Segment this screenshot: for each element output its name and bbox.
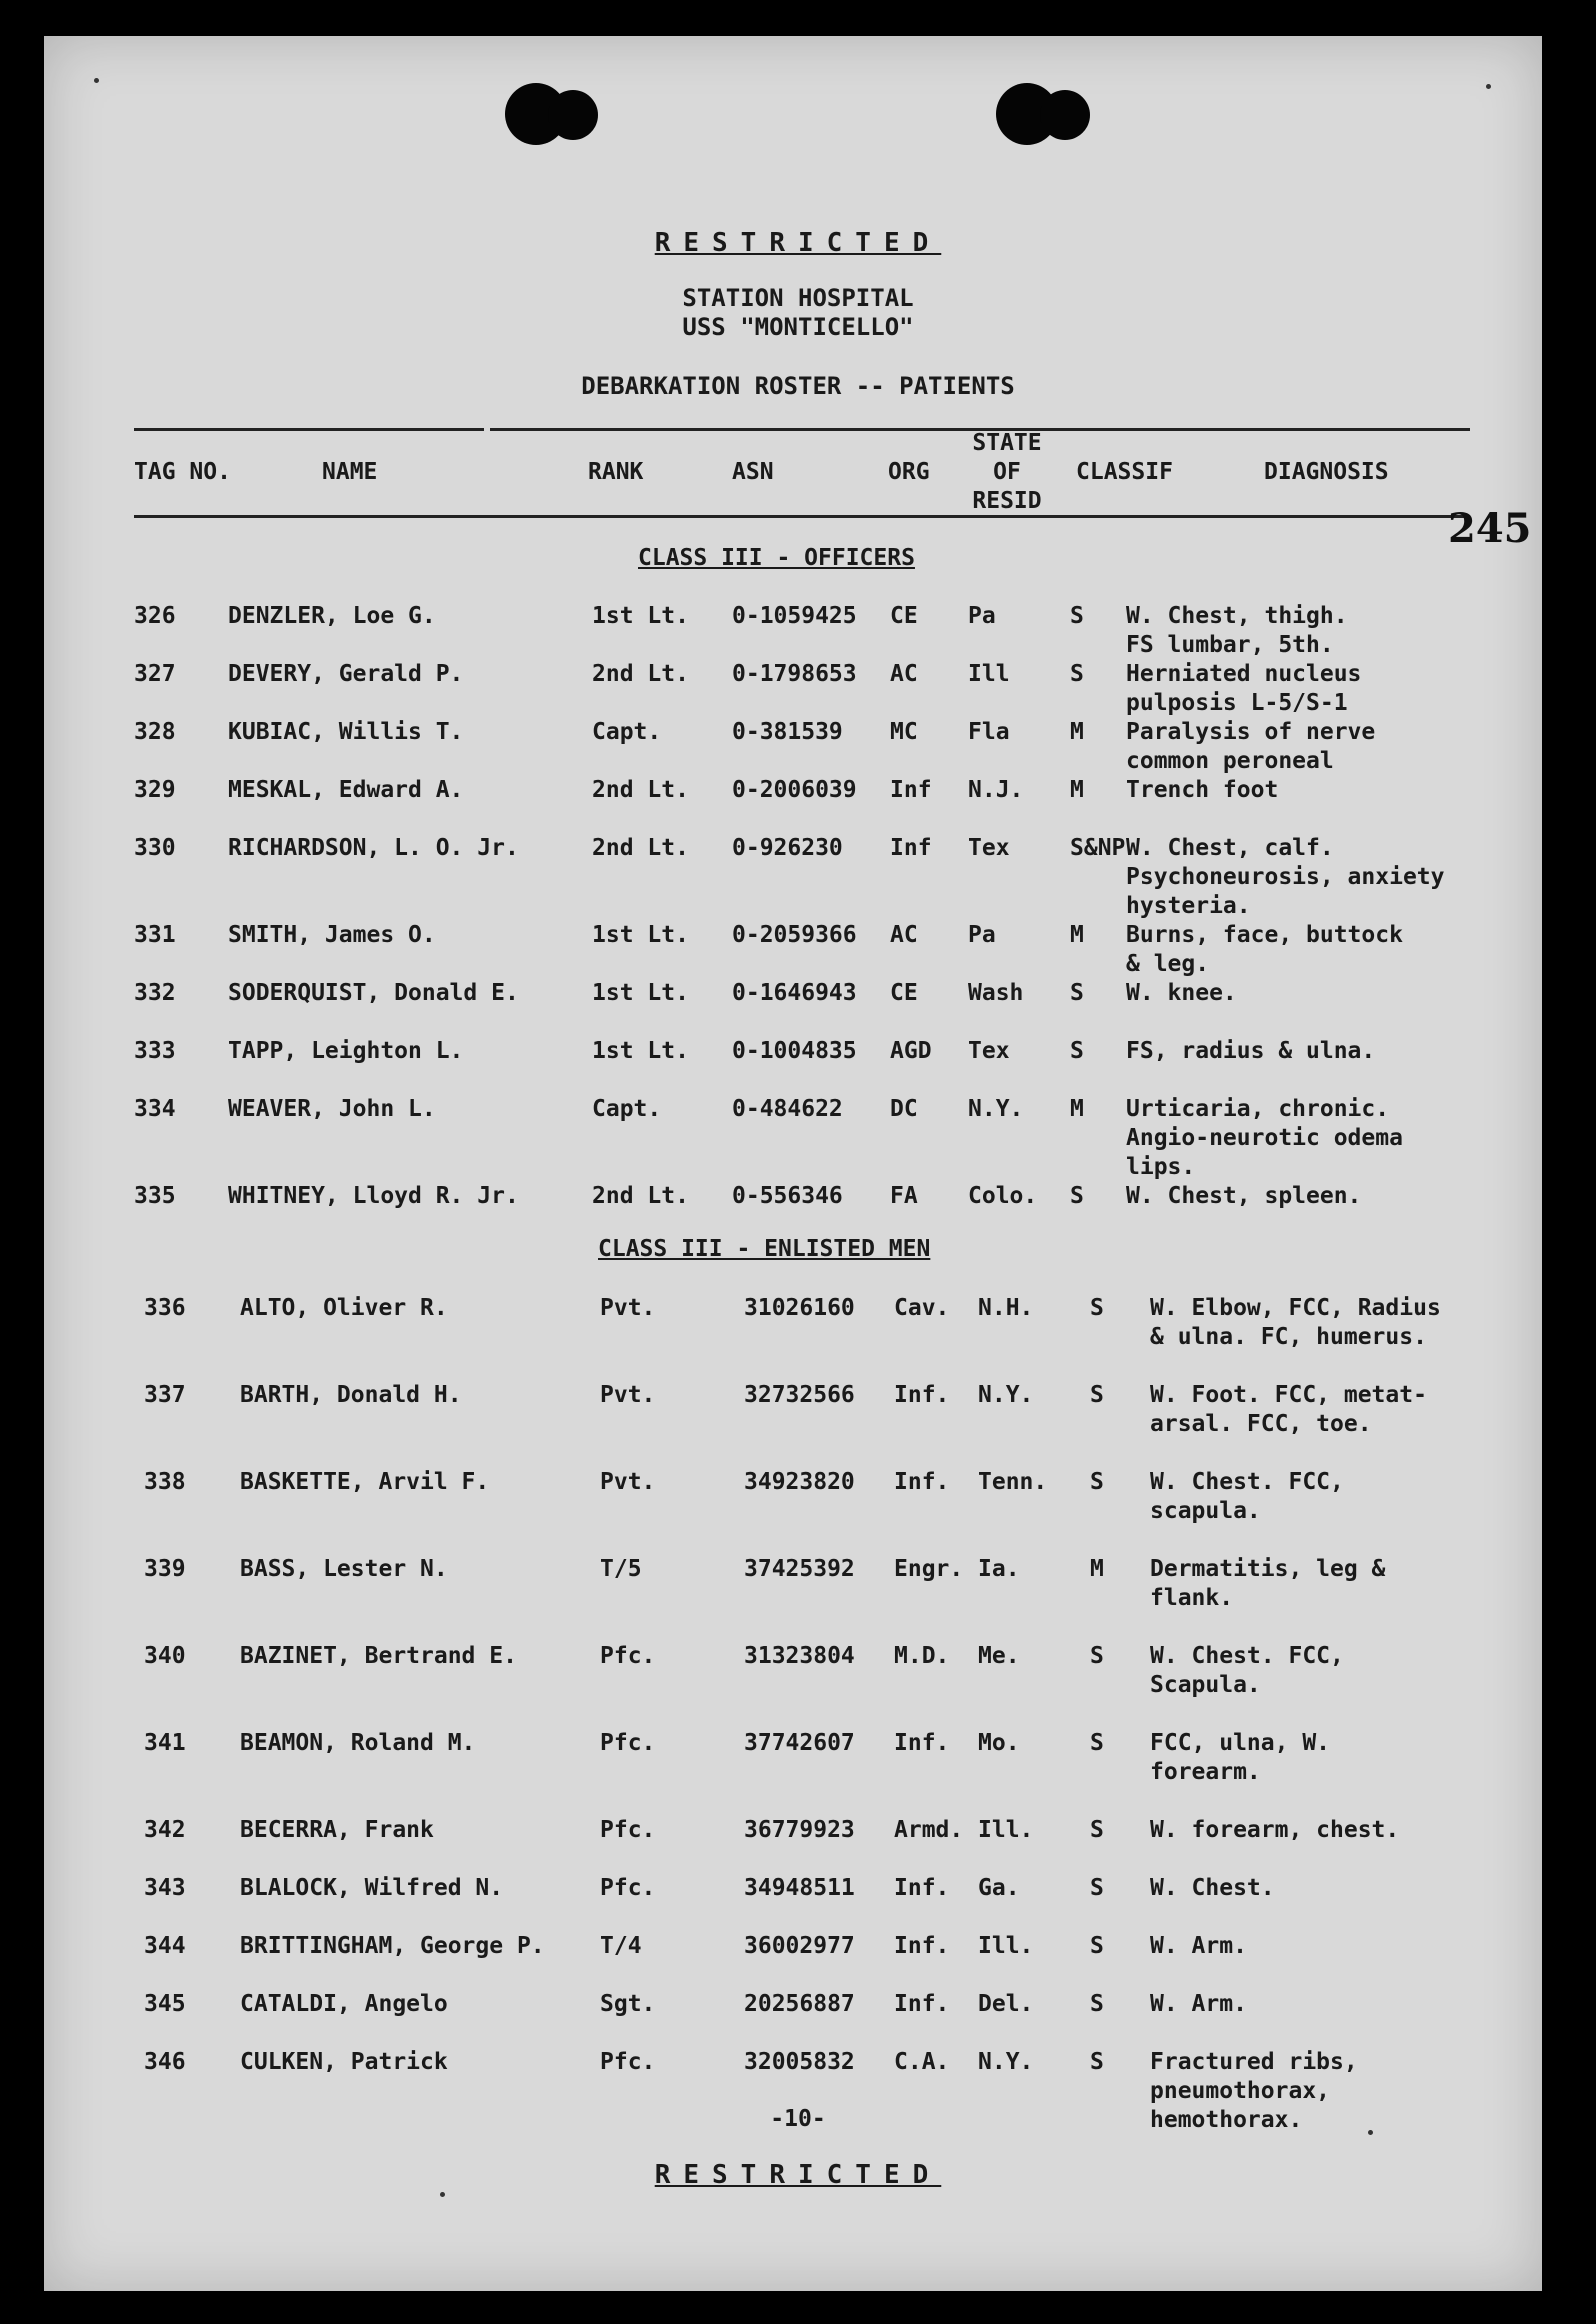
cell-rank: 1st Lt. [592, 980, 689, 1006]
folio-number: -10- [770, 2106, 826, 2132]
cell-name: TAPP, Leighton L. [228, 1038, 464, 1064]
cell-rank: Pfc. [600, 1817, 656, 1843]
cell-state: N.Y. [978, 2049, 1034, 2075]
cell-classif: S [1090, 1382, 1104, 1408]
cell-state: Fla [968, 719, 1010, 745]
cell-state: Me. [978, 1643, 1020, 1669]
cell-name: BRITTINGHAM, George P. [240, 1933, 545, 1959]
cell-state: Wash [968, 980, 1024, 1006]
cell-org: MC [890, 719, 918, 745]
cell-state: Pa [968, 603, 996, 629]
cell-state: Ill [968, 661, 1010, 687]
table-row [0, 776, 1596, 834]
cell-diagnosis: W. Arm. [1150, 1991, 1247, 2017]
cell-classif: S [1090, 1875, 1104, 1901]
cell-classif: S [1090, 1933, 1104, 1959]
cell-org: M.D. [894, 1643, 950, 1669]
cell-name: BAZINET, Bertrand E. [240, 1643, 517, 1669]
table-row [0, 602, 1596, 660]
cell-diagnosis: FS, radius & ulna. [1126, 1038, 1376, 1064]
cell-name: ALTO, Oliver R. [240, 1295, 448, 1321]
cell-tag: 330 [134, 835, 176, 861]
cell-rank: 1st Lt. [592, 922, 689, 948]
cell-diagnosis: Herniated nucleus pulposis L-5/S-1 [1126, 661, 1362, 716]
paper-speck [94, 78, 99, 83]
table-row [0, 1182, 1596, 1240]
cell-state: Tex [968, 1038, 1010, 1064]
header-rule-top-left [134, 428, 484, 431]
section-title-enlisted: CLASS III - ENLISTED MEN [598, 1236, 931, 1262]
table-row [0, 1381, 1596, 1439]
cell-state: Mo. [978, 1730, 1020, 1756]
cell-state: Ga. [978, 1875, 1020, 1901]
cell-asn: 0-926230 [732, 835, 843, 861]
cell-tag: 336 [144, 1295, 186, 1321]
cell-diagnosis: W. Chest. FCC, scapula. [1150, 1469, 1344, 1524]
cell-org: Inf. [894, 1730, 950, 1756]
cell-diagnosis: W. Arm. [1150, 1933, 1247, 1959]
cell-tag: 344 [144, 1933, 186, 1959]
cell-org: AC [890, 922, 918, 948]
table-row [0, 1555, 1596, 1613]
cell-classif: M [1070, 922, 1084, 948]
cell-asn: 34948511 [744, 1875, 855, 1901]
cell-tag: 341 [144, 1730, 186, 1756]
cell-name: WHITNEY, Lloyd R. Jr. [228, 1183, 519, 1209]
paper-speck [440, 2192, 445, 2197]
cell-name: DENZLER, Loe G. [228, 603, 436, 629]
cell-rank: 1st Lt. [592, 603, 689, 629]
header-rule-bottom [134, 515, 1470, 518]
col-head-name: NAME [322, 459, 378, 485]
col-head-asn: ASN [732, 459, 774, 485]
col-head-classif: CLASSIF [1076, 459, 1173, 485]
cell-rank: Pfc. [600, 1875, 656, 1901]
cell-asn: 0-1059425 [732, 603, 857, 629]
cell-name: CULKEN, Patrick [240, 2049, 448, 2075]
cell-classif: S [1070, 980, 1084, 1006]
paper-speck [1486, 84, 1491, 89]
cell-state: Tenn. [978, 1469, 1048, 1495]
cell-asn: 20256887 [744, 1991, 855, 2017]
cell-name: KUBIAC, Willis T. [228, 719, 464, 745]
cell-name: BECERRA, Frank [240, 1817, 434, 1843]
cell-rank: 1st Lt. [592, 1038, 689, 1064]
col-head-rank: RANK [588, 459, 644, 485]
cell-name: BLALOCK, Wilfred N. [240, 1875, 504, 1901]
cell-tag: 334 [134, 1096, 176, 1122]
cell-classif: S [1090, 2049, 1104, 2075]
cell-classif: S [1090, 1643, 1104, 1669]
cell-classif: S [1090, 1469, 1104, 1495]
cell-asn: 0-2059366 [732, 922, 857, 948]
cell-asn: 0-556346 [732, 1183, 843, 1209]
punch-hole-left-2 [548, 90, 598, 140]
table-row [0, 1468, 1596, 1526]
roster-title: DEBARKATION ROSTER -- PATIENTS [581, 372, 1015, 400]
cell-classif: S&NP [1070, 835, 1126, 861]
cell-asn: 34923820 [744, 1469, 855, 1495]
table-row [0, 1874, 1596, 1932]
cell-diagnosis: W. knee. [1126, 980, 1237, 1006]
cell-state: N.Y. [978, 1382, 1034, 1408]
cell-asn: 0-484622 [732, 1096, 843, 1122]
cell-org: Armd. [894, 1817, 964, 1843]
cell-diagnosis: W. Foot. FCC, metat- arsal. FCC, toe. [1150, 1382, 1427, 1437]
cell-tag: 342 [144, 1817, 186, 1843]
cell-tag: 346 [144, 2049, 186, 2075]
cell-org: Inf. [894, 1991, 950, 2017]
col-head-tag-no: TAG NO. [134, 459, 231, 485]
cell-tag: 340 [144, 1643, 186, 1669]
table-row [0, 1642, 1596, 1700]
cell-name: BASKETTE, Arvil F. [240, 1469, 490, 1495]
cell-asn: 0-1798653 [732, 661, 857, 687]
cell-tag: 335 [134, 1183, 176, 1209]
page-number: 245 [1448, 505, 1532, 552]
col-head-diagnosis: DIAGNOSIS [1264, 459, 1389, 485]
cell-diagnosis: W. Chest, thigh. FS lumbar, 5th. [1126, 603, 1348, 658]
cell-classif: S [1090, 1817, 1104, 1843]
cell-org: CE [890, 603, 918, 629]
cell-asn: 37742607 [744, 1730, 855, 1756]
cell-tag: 332 [134, 980, 176, 1006]
cell-rank: 2nd Lt. [592, 661, 689, 687]
cell-rank: T/4 [600, 1933, 642, 1959]
cell-org: AC [890, 661, 918, 687]
cell-state: Colo. [968, 1183, 1038, 1209]
cell-rank: Capt. [592, 1096, 662, 1122]
cell-rank: Sgt. [600, 1991, 656, 2017]
cell-name: SMITH, James O. [228, 922, 436, 948]
cell-diagnosis: Paralysis of nerve common peroneal [1126, 719, 1376, 774]
cell-rank: Pfc. [600, 1643, 656, 1669]
cell-asn: 36779923 [744, 1817, 855, 1843]
cell-org: DC [890, 1096, 918, 1122]
restricted-header: RESTRICTED [654, 228, 942, 258]
cell-asn: 0-381539 [732, 719, 843, 745]
cell-rank: Pfc. [600, 1730, 656, 1756]
cell-org: Cav. [894, 1295, 950, 1321]
cell-name: BEAMON, Roland M. [240, 1730, 476, 1756]
cell-org: Engr. [894, 1556, 964, 1582]
cell-name: CATALDI, Angelo [240, 1991, 448, 2017]
cell-diagnosis: Trench foot [1126, 777, 1279, 803]
cell-org: Inf. [894, 1382, 950, 1408]
cell-tag: 337 [144, 1382, 186, 1408]
cell-tag: 331 [134, 922, 176, 948]
cell-diagnosis: W. Chest, calf. Psychoneurosis, anxiety hysteria. [1126, 835, 1445, 919]
cell-rank: Pfc. [600, 2049, 656, 2075]
cell-asn: 31026160 [744, 1295, 855, 1321]
cell-state: Del. [978, 1991, 1034, 2017]
cell-org: Inf. [894, 1469, 950, 1495]
cell-diagnosis: W. forearm, chest. [1150, 1817, 1400, 1843]
cell-rank: Capt. [592, 719, 662, 745]
cell-name: MESKAL, Edward A. [228, 777, 464, 803]
cell-state: Ill. [978, 1933, 1034, 1959]
cell-state: Tex [968, 835, 1010, 861]
cell-diagnosis: W. Chest, spleen. [1126, 1183, 1362, 1209]
restricted-footer: RESTRICTED [654, 2160, 942, 2190]
cell-name: BARTH, Donald H. [240, 1382, 462, 1408]
cell-rank: 2nd Lt. [592, 777, 689, 803]
cell-org: Inf. [894, 1933, 950, 1959]
cell-diagnosis: Burns, face, buttock & leg. [1126, 922, 1403, 977]
cell-org: Inf [890, 777, 932, 803]
cell-rank: 2nd Lt. [592, 1183, 689, 1209]
cell-classif: S [1070, 1183, 1084, 1209]
cell-classif: M [1070, 719, 1084, 745]
cell-tag: 343 [144, 1875, 186, 1901]
cell-tag: 327 [134, 661, 176, 687]
cell-tag: 329 [134, 777, 176, 803]
cell-state: N.Y. [968, 1096, 1024, 1122]
cell-diagnosis: Urticaria, chronic. Angio-neurotic odema lips. [1126, 1096, 1403, 1180]
cell-diagnosis: Fractured ribs, pneumothorax, hemothorax. [1150, 2049, 1358, 2133]
cell-rank: Pvt. [600, 1469, 656, 1495]
table-row [0, 1294, 1596, 1352]
cell-rank: Pvt. [600, 1382, 656, 1408]
cell-diagnosis: W. Chest. [1150, 1875, 1275, 1901]
cell-org: Inf [890, 835, 932, 861]
col-head-org: ORG [888, 459, 930, 485]
cell-asn: 0-1646943 [732, 980, 857, 1006]
cell-state: N.H. [978, 1295, 1034, 1321]
cell-state: Ill. [978, 1817, 1034, 1843]
cell-diagnosis: W. Elbow, FCC, Radius & ulna. FC, humerus. [1150, 1295, 1441, 1350]
cell-tag: 326 [134, 603, 176, 629]
cell-classif: S [1090, 1295, 1104, 1321]
punch-hole-right-2 [1040, 90, 1090, 140]
cell-classif: S [1070, 661, 1084, 687]
table-row [0, 1990, 1596, 2048]
cell-diagnosis: FCC, ulna, W. forearm. [1150, 1730, 1331, 1785]
table-row [0, 1816, 1596, 1874]
cell-org: FA [890, 1183, 918, 1209]
col-head-state-of-resid: STATE OF RESID [972, 430, 1042, 514]
cell-name: DEVERY, Gerald P. [228, 661, 464, 687]
cell-org: C.A. [894, 2049, 950, 2075]
cell-asn: 31323804 [744, 1643, 855, 1669]
cell-rank: T/5 [600, 1556, 642, 1582]
table-row [0, 1037, 1596, 1095]
cell-classif: S [1090, 1991, 1104, 2017]
cell-diagnosis: W. Chest. FCC, Scapula. [1150, 1643, 1344, 1698]
cell-tag: 328 [134, 719, 176, 745]
table-row [0, 1095, 1596, 1180]
cell-asn: 0-1004835 [732, 1038, 857, 1064]
cell-asn: 32732566 [744, 1382, 855, 1408]
cell-asn: 32005832 [744, 2049, 855, 2075]
table-row [0, 1729, 1596, 1787]
cell-classif: S [1070, 1038, 1084, 1064]
cell-classif: S [1070, 603, 1084, 629]
unit-line-1: STATION HOSPITAL [682, 284, 914, 312]
cell-tag: 338 [144, 1469, 186, 1495]
table-row [0, 979, 1596, 1037]
cell-rank: Pvt. [600, 1295, 656, 1321]
cell-name: BASS, Lester N. [240, 1556, 448, 1582]
unit-line-2: USS "MONTICELLO" [682, 313, 914, 341]
table-row [0, 718, 1596, 776]
cell-state: Pa [968, 922, 996, 948]
cell-asn: 37425392 [744, 1556, 855, 1582]
cell-name: WEAVER, John L. [228, 1096, 436, 1122]
cell-name: RICHARDSON, L. O. Jr. [228, 835, 519, 861]
cell-asn: 36002977 [744, 1933, 855, 1959]
section-title-officers: CLASS III - OFFICERS [638, 545, 915, 571]
cell-org: CE [890, 980, 918, 1006]
cell-rank: 2nd Lt. [592, 835, 689, 861]
cell-state: N.J. [968, 777, 1024, 803]
table-row [0, 834, 1596, 919]
table-row [0, 1932, 1596, 1990]
table-row [0, 921, 1596, 979]
cell-diagnosis: Dermatitis, leg & flank. [1150, 1556, 1386, 1611]
cell-classif: S [1090, 1730, 1104, 1756]
cell-tag: 345 [144, 1991, 186, 2017]
cell-asn: 0-2006039 [732, 777, 857, 803]
cell-org: Inf. [894, 1875, 950, 1901]
cell-classif: M [1070, 777, 1084, 803]
cell-tag: 333 [134, 1038, 176, 1064]
cell-tag: 339 [144, 1556, 186, 1582]
table-row [0, 660, 1596, 718]
cell-classif: M [1090, 1556, 1104, 1582]
cell-name: SODERQUIST, Donald E. [228, 980, 519, 1006]
cell-classif: M [1070, 1096, 1084, 1122]
cell-org: AGD [890, 1038, 932, 1064]
cell-state: Ia. [978, 1556, 1020, 1582]
